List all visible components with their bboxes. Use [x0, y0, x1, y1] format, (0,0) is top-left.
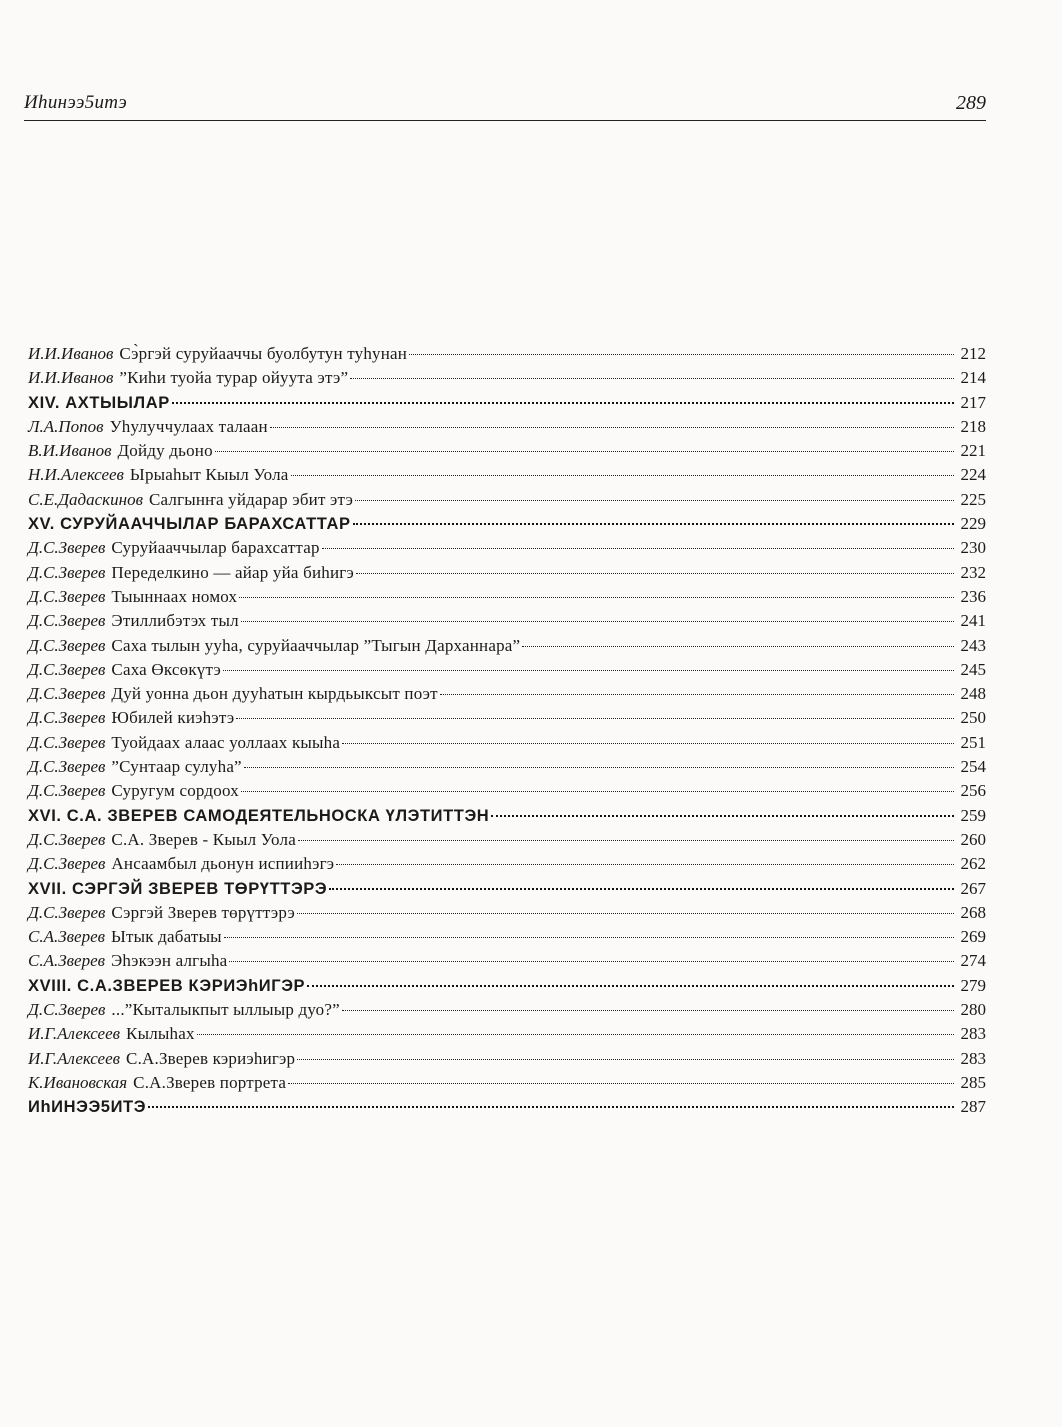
- toc-title: Сэргэй Зверев төрүттэрэ: [111, 902, 296, 922]
- toc-page-number: 268: [960, 902, 986, 922]
- toc-author: Д.С.Зверев: [28, 781, 106, 801]
- toc-entry: [28, 1049, 986, 1073]
- toc-author: Д.С.Зверев: [28, 902, 106, 922]
- dot-leader: [239, 597, 954, 598]
- page-number: 289: [956, 92, 986, 114]
- toc-title: Суруйааччылар барахсаттар: [111, 538, 320, 558]
- toc-author: Д.С.Зверев: [28, 562, 106, 582]
- dot-leader: [229, 961, 954, 962]
- toc-author: И.Г.Алексеев: [28, 1048, 121, 1068]
- toc-author: Д.С.Зверев: [28, 635, 106, 655]
- toc-entry: [28, 563, 986, 587]
- toc-author: Д.С.Зверев: [28, 684, 106, 704]
- toc-author: И.И.Иванов: [28, 344, 114, 363]
- toc-page-number: 251: [960, 732, 986, 752]
- toc-page-number: 285: [960, 1072, 986, 1092]
- dot-leader: [297, 913, 954, 914]
- toc-page-number: 250: [960, 708, 986, 728]
- toc-entry: [28, 781, 986, 805]
- toc-title: Туойдаах алаас уоллаах кыыhа: [111, 732, 341, 752]
- toc-title: Салгынҥа уйдарар эбит этэ: [148, 489, 354, 509]
- toc-author: Д.С.Зверев: [28, 757, 106, 777]
- toc-page-number: 243: [960, 635, 986, 655]
- dot-leader: [223, 670, 954, 671]
- dot-leader: [236, 718, 954, 719]
- toc-section-heading: [28, 879, 986, 903]
- toc-section-title: ИhИНЭЭ5ИТЭ: [28, 1098, 147, 1117]
- toc-page-number: 254: [960, 757, 986, 777]
- dot-leader: [224, 937, 954, 938]
- toc-page-number: 274: [960, 951, 986, 971]
- toc-author: Л.А.Попов: [28, 416, 104, 436]
- toc-author: Д.С.Зверев: [28, 659, 106, 679]
- dot-leader: [329, 888, 954, 890]
- toc-author: С.А.Зверев: [28, 951, 105, 971]
- toc-author: В.И.Иванов: [28, 441, 112, 461]
- toc-section-title: XVII. СЭРГЭЙ ЗВЕРЕВ ТӨРҮТТЭРЭ: [28, 879, 328, 898]
- toc-author: К.Ивановская: [28, 1072, 128, 1092]
- toc-title: Эhэкээн алгыhа: [111, 951, 228, 971]
- toc-page-number: 248: [960, 684, 986, 704]
- toc-page-number: 214: [960, 368, 986, 388]
- header-rule: [24, 120, 986, 121]
- toc-title: С.А. Зверев - Кыыл Уола: [111, 829, 296, 849]
- toc-page-number: 217: [960, 392, 986, 412]
- dot-leader: [356, 573, 954, 574]
- toc-entry: [28, 1073, 986, 1097]
- dot-leader: [148, 1106, 954, 1108]
- toc-entry: [28, 344, 986, 368]
- toc-entry: [28, 684, 986, 708]
- toc-entry: [28, 660, 986, 684]
- dot-leader: [297, 1059, 954, 1060]
- table-of-contents: [28, 344, 986, 1122]
- toc-title: Ансаамбыл дьонун испииhэгэ: [111, 854, 335, 874]
- toc-entry: [28, 903, 986, 927]
- dot-leader: [355, 500, 954, 501]
- toc-entry: [28, 830, 986, 854]
- toc-author: Д.С.Зверев: [28, 708, 106, 728]
- toc-entry: [28, 587, 986, 611]
- toc-entry: [28, 951, 986, 975]
- toc-author: Д.С.Зверев: [28, 611, 106, 631]
- dot-leader: [336, 864, 954, 865]
- toc-section-heading: [28, 976, 986, 1000]
- toc-author: И.Г.Алексеев: [28, 1024, 121, 1044]
- toc-entry: [28, 611, 986, 635]
- toc-title: С.А.Зверев портрета: [133, 1072, 287, 1092]
- dot-leader: [409, 354, 954, 355]
- toc-section-title: XVI. С.А. ЗВЕРЕВ САМОДЕЯТЕЛЬНОСКА ҮЛЭТИТТЭН: [28, 806, 490, 825]
- dot-leader: [241, 621, 954, 622]
- toc-section-heading: [28, 806, 986, 830]
- toc-title: Ырыаhыт Кыыл Уола: [129, 465, 289, 485]
- dot-leader: [197, 1034, 954, 1035]
- toc-title: Сэ̀ргэй суруйааччы буолбутун туhунан: [119, 344, 408, 363]
- toc-entry: [28, 465, 986, 489]
- toc-page-number: 279: [960, 975, 986, 995]
- toc-section-heading: [28, 1097, 986, 1121]
- toc-page-number: 260: [960, 829, 986, 849]
- dot-leader: [491, 815, 954, 817]
- toc-author: Д.С.Зверев: [28, 586, 106, 606]
- toc-entry: [28, 927, 986, 951]
- toc-title: Дуй уонна дьон дууhатын кырдьыксыт поэт: [111, 684, 438, 704]
- toc-title: Юбилей киэhэтэ: [111, 708, 235, 728]
- toc-author: И.И.Иванов: [28, 368, 114, 388]
- toc-page-number: 230: [960, 538, 986, 558]
- dot-leader: [291, 475, 954, 476]
- toc-title: Этиллибэтэх тыл: [111, 611, 239, 631]
- toc-section-title: XIV. АХТЫЫЛАР: [28, 393, 170, 412]
- toc-entry: [28, 636, 986, 660]
- toc-page-number: 212: [960, 344, 986, 363]
- dot-leader: [172, 402, 954, 404]
- toc-entry: [28, 538, 986, 562]
- toc-page-number: 225: [960, 489, 986, 509]
- running-head: [24, 92, 986, 122]
- dot-leader: [241, 791, 954, 792]
- toc-page-number: 283: [960, 1048, 986, 1068]
- toc-title: Кылыhах: [126, 1024, 195, 1044]
- toc-entry: [28, 733, 986, 757]
- toc-page-number: 241: [960, 611, 986, 631]
- toc-author: Д.С.Зверев: [28, 1000, 106, 1020]
- dot-leader: [244, 767, 954, 768]
- toc-title: Саха Өксөкүтэ: [111, 659, 222, 679]
- toc-section-heading: [28, 514, 986, 538]
- toc-page-number: 259: [960, 805, 986, 825]
- dot-leader: [350, 378, 954, 379]
- toc-page-number: 232: [960, 562, 986, 582]
- toc-page-number: 262: [960, 854, 986, 874]
- toc-entry: [28, 708, 986, 732]
- dot-leader: [522, 646, 954, 647]
- toc-page-number: 280: [960, 1000, 986, 1020]
- dot-leader: [342, 743, 954, 744]
- toc-page-number: 236: [960, 586, 986, 606]
- toc-author: Д.С.Зверев: [28, 829, 106, 849]
- toc-author: Д.С.Зверев: [28, 538, 106, 558]
- toc-entry: [28, 1024, 986, 1048]
- toc-page-number: 267: [960, 878, 986, 898]
- dot-leader: [342, 1010, 954, 1011]
- toc-entry: [28, 757, 986, 781]
- toc-author: Д.С.Зверев: [28, 732, 106, 752]
- toc-page-number: 287: [960, 1097, 986, 1117]
- toc-entry: [28, 417, 986, 441]
- toc-entry: [28, 854, 986, 878]
- toc-section-title: XVIII. С.А.ЗВЕРЕВ КЭРИЭhИГЭР: [28, 976, 306, 995]
- dot-leader: [307, 985, 954, 987]
- toc-page-number: 218: [960, 416, 986, 436]
- toc-title: Саха тылын ууhа, суруйааччылар ”Тыгын Дарханнара”: [111, 635, 521, 655]
- toc-title: ”Сунтаар сулуhа”: [111, 757, 242, 777]
- toc-title: Ытык дабатыы: [111, 927, 222, 947]
- toc-title: ...”Кыталыкпыт ыллыыр дуо?”: [111, 1000, 340, 1020]
- dot-leader: [215, 451, 954, 452]
- dot-leader: [353, 523, 954, 525]
- toc-author: С.Е.Дадаскинов: [28, 489, 143, 509]
- running-title: Иhинээ5итэ: [24, 92, 128, 113]
- dot-leader: [288, 1083, 954, 1084]
- toc-entry: [28, 441, 986, 465]
- toc-page-number: 224: [960, 465, 986, 485]
- toc-page-number: 283: [960, 1024, 986, 1044]
- toc-entry: [28, 490, 986, 514]
- toc-title: Дойду дьоно: [117, 441, 213, 461]
- toc-page-number: 229: [960, 514, 986, 534]
- toc-title: С.А.Зверев кэриэhигэр: [126, 1048, 296, 1068]
- toc-page-number: 256: [960, 781, 986, 801]
- toc-entry: [28, 368, 986, 392]
- toc-title: ”Киhи туойа турар ойуута этэ”: [119, 368, 349, 388]
- toc-page-number: 269: [960, 927, 986, 947]
- toc-title: Переделкино — айар уйа биhигэ: [111, 562, 354, 582]
- toc-title: Суругум сордоох: [111, 781, 239, 801]
- toc-section-heading: [28, 393, 986, 417]
- toc-author: С.А.Зверев: [28, 927, 105, 947]
- toc-section-title: XV. СУРУЙААЧЧЫЛАР БАРАХСАТТАР: [28, 515, 351, 534]
- toc-author: Д.С.Зверев: [28, 854, 106, 874]
- toc-title: Уhулуччулаах талаан: [109, 416, 268, 436]
- dot-leader: [298, 840, 954, 841]
- toc-page-number: 245: [960, 659, 986, 679]
- toc-page-number: 221: [960, 441, 986, 461]
- toc-author: Н.И.Алексеев: [28, 465, 124, 485]
- dot-leader: [322, 548, 954, 549]
- toc-title: Тыыннаах номох: [111, 586, 238, 606]
- dot-leader: [440, 694, 954, 695]
- toc-entry: [28, 1000, 986, 1024]
- dot-leader: [270, 427, 954, 428]
